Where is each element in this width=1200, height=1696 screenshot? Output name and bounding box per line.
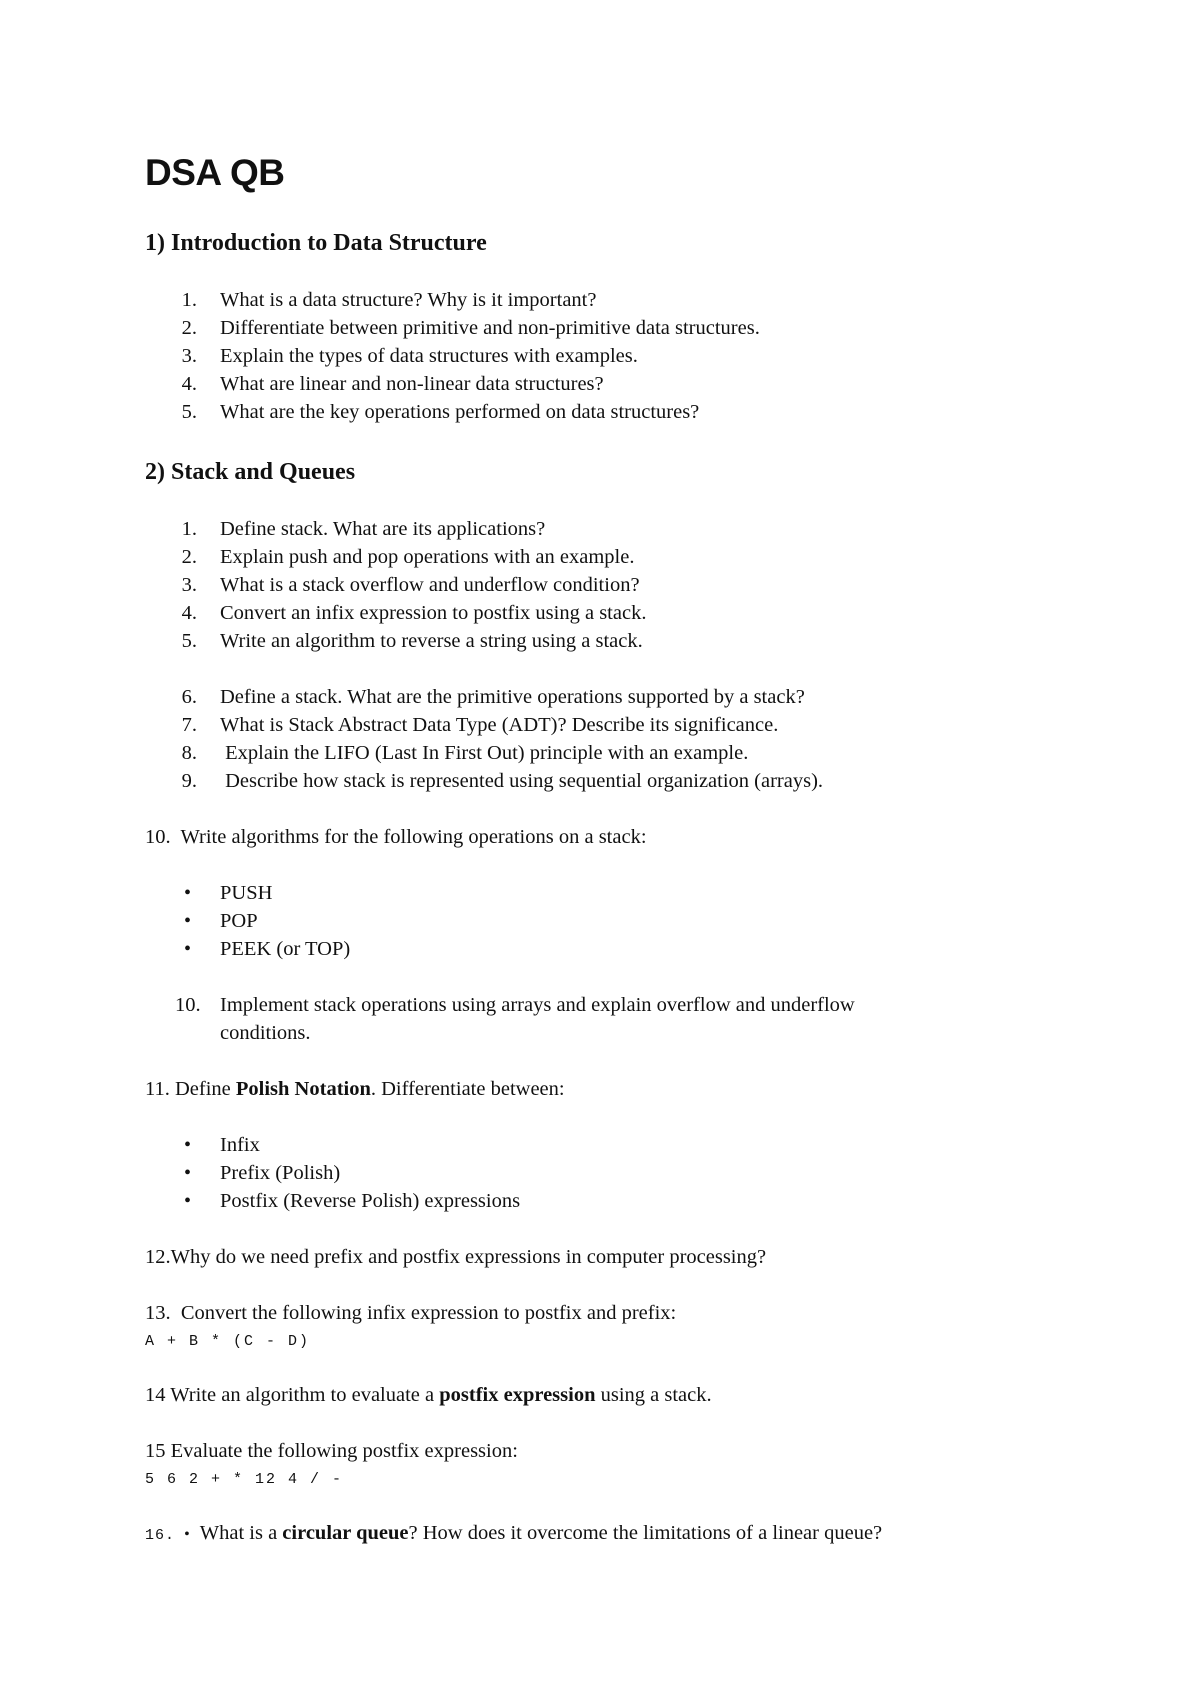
item-text: Infix [220,1134,260,1156]
item-number: 5. [181,630,197,652]
item-number: 9. [181,770,197,792]
question-11 [145,1078,565,1101]
item-number: 8. [181,742,197,764]
bullet-icon: • [184,1134,192,1156]
item-text: What is Stack Abstract Data Type (ADT)? Describe its significance. [220,714,779,736]
item-text: POP [220,910,258,932]
item-text: Convert an infix expression to postfix using a stack. [220,602,647,624]
item-text: Differentiate between primitive and non-primitive data structures. [220,317,760,339]
item-text: Postfix (Reverse Polish) expressions [220,1190,521,1212]
section-heading-stack: 2) Stack and Queues [145,459,356,485]
item-text: Explain the LIFO (Last In First Out) principle with an example. [220,742,749,764]
bullet-icon: • [184,1526,190,1543]
bullet-icon: • [184,1190,192,1212]
question-13: 13. Convert the following infix expression to postfix and prefix: [145,1302,677,1324]
question-16-bold: circular queue [282,1522,409,1544]
question-12: 12.Why do we need prefix and postfix expressions in computer processing? [145,1246,767,1268]
question-14-suffix: using a stack. [595,1384,712,1406]
item-number: 3. [181,345,197,367]
item-number: 10. [175,994,201,1016]
item-text: PEEK (or TOP) [220,938,351,960]
item-text: PUSH [220,882,273,904]
question-11-suffix: . Differentiate between: [370,1078,565,1100]
question-10-text: 10. Write algorithms for the following operations on a stack: [145,826,647,848]
item-text: Define stack. What are its applications? [220,518,546,540]
question-14-prefix: 14 Write an algorithm to evaluate a [145,1384,440,1406]
bullet-icon: • [184,938,192,960]
question-15: 15 Evaluate the following postfix expression: [145,1440,518,1462]
item-number: 4. [181,602,197,624]
item-text: What is a stack overflow and underflow condition? [220,574,640,596]
question-16-prefix: What is a [199,1522,283,1544]
item-number: 2. [181,317,197,339]
question-14 [145,1384,712,1407]
item-number: 1. [181,289,197,311]
item-text: Write an algorithm to reverse a string using a stack. [220,630,643,652]
item-number: 5. [181,401,197,423]
item-number: 2. [181,546,197,568]
question-11-prefix: 11. Define [145,1078,236,1100]
question-15-expression: 5 6 2 + * 12 4 / - [145,1471,344,1488]
item-text: What are linear and non-linear data structures? [220,373,604,395]
bullet-icon: • [184,882,192,904]
item-text: Explain the types of data structures with examples. [220,345,638,367]
item-text: Describe how stack is represented using sequential organization (arrays). [220,770,824,792]
question-16 [145,1522,882,1545]
item-number: 7. [181,714,197,736]
item-text: What are the key operations performed on data structures? [220,401,700,423]
item-number: 6. [181,686,197,708]
question-14-bold: postfix expression [439,1384,596,1406]
item-text-continued: conditions. [220,1022,311,1044]
item-text: What is a data structure? Why is it important? [220,289,597,311]
section-heading-intro: 1) Introduction to Data Structure [145,230,487,256]
item-text: Explain push and pop operations with an example. [220,546,635,568]
bullet-icon: • [184,1162,192,1184]
item-number: 1. [181,518,197,540]
item-text: Define a stack. What are the primitive operations supported by a stack? [220,686,805,708]
question-11-bold: Polish Notation [235,1078,371,1100]
item-number: 3. [181,574,197,596]
document-title: DSA QB [145,152,285,193]
item-text: Implement stack operations using arrays and explain overflow and underflow [220,994,855,1016]
question-16-suffix: ? How does it overcome the limitations of a linear queue? [408,1522,883,1544]
item-text: Prefix (Polish) [220,1162,341,1184]
question-16-number: 16. [145,1527,176,1544]
item-number: 4. [181,373,197,395]
question-13-expression: A + B * (C - D) [145,1333,311,1350]
bullet-icon: • [184,910,192,932]
